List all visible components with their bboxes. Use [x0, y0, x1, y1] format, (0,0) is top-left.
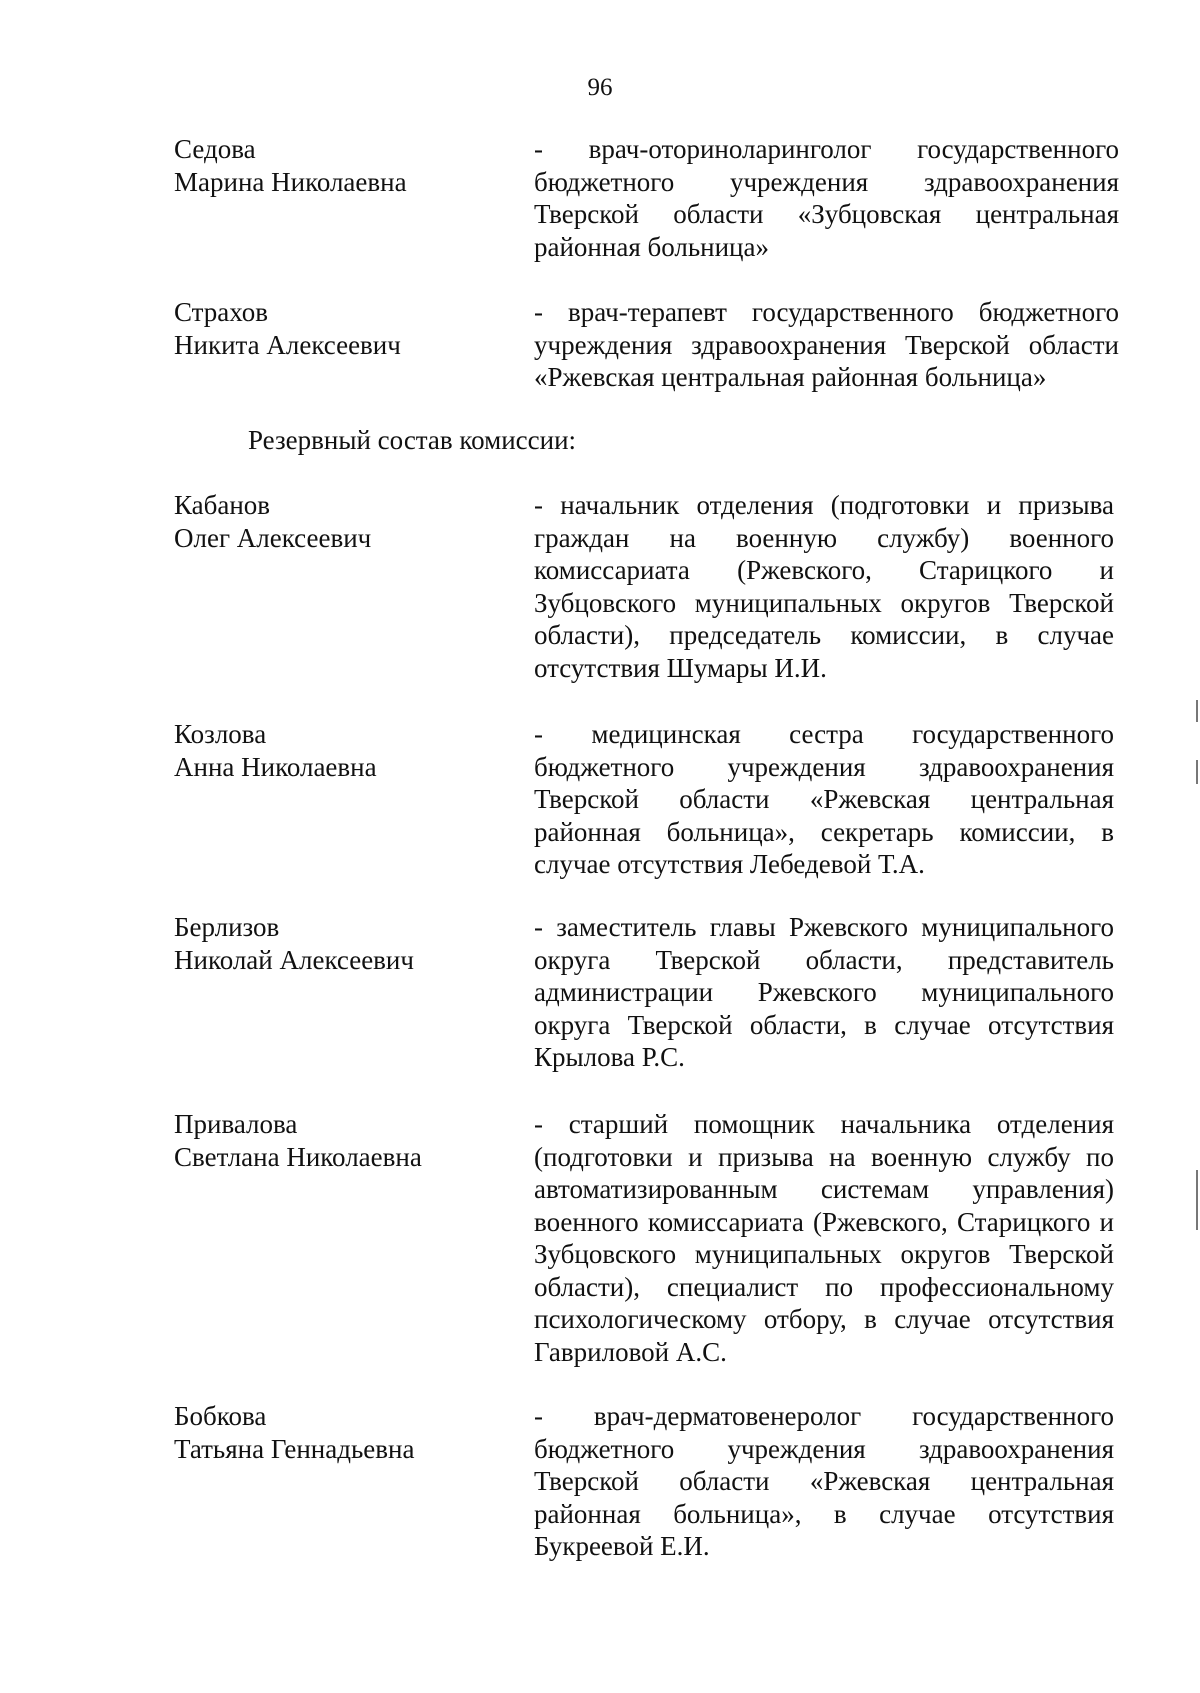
member-given-names: Олег Алексеевич — [174, 522, 372, 553]
member-given-names: Анна Николаевна — [174, 751, 377, 782]
member-description: - врач-дерматовенеролог государственного бюджетного учреждения здравоохранения Тверской области «Ржевская центральная районная больница», в случае отсутствия Букреевой Е.И. — [534, 1401, 1114, 1561]
member-name — [174, 1108, 504, 1173]
member-surname: Кабанов — [174, 490, 271, 520]
scan-edge-mark — [1196, 700, 1198, 722]
member-surname: Козлова — [174, 719, 267, 749]
member-given-names: Никита Алексеевич — [174, 329, 401, 360]
member-name — [174, 1400, 504, 1465]
member-name — [174, 911, 504, 976]
member-description: - начальник отделения (подготовки и призыва граждан на военную службу) военного комиссариата (Ржевского, Старицкого и Зубцовского муниципальных округов Тверской области), председатель комиссии, в случае отсутствия Шумары И.И. — [534, 490, 1114, 683]
member-given-names: Марина Николаевна — [174, 166, 407, 197]
member-given-names: Светлана Николаевна — [174, 1141, 422, 1172]
member-surname: Бобкова — [174, 1401, 267, 1431]
member-surname: Берлизов — [174, 912, 280, 942]
scan-edge-mark — [1196, 1170, 1198, 1230]
page-number: 96 — [587, 74, 613, 101]
reserve-heading: Резервный состав комиссии: — [248, 425, 577, 455]
member-name — [174, 718, 504, 783]
scan-edge-mark — [1196, 760, 1198, 784]
member-description: - врач-оториноларинголог государственного бюджетного учреждения здравоохранения Тверской области «Зубцовская центральная районная больница» — [534, 134, 1119, 262]
member-surname: Привалова — [174, 1109, 298, 1139]
member-surname: Страхов — [174, 297, 268, 327]
member-description: - заместитель главы Ржевского муниципального округа Тверской области, представитель администрации Ржевского муниципального округа Тверской области, в случае отсутствия Крылова Р.С. — [534, 912, 1114, 1072]
member-name — [174, 489, 504, 554]
member-description: - медицинская сестра государственного бюджетного учреждения здравоохранения Тверской области «Ржевская центральная районная больница», секретарь комиссии, в случае отсутствия Лебедевой Т.А. — [534, 719, 1114, 879]
member-description: - старший помощник начальника отделения (подготовки и призыва на военную службу по автоматизированным системам управления) военного комиссариата (Ржевского, Старицкого и Зубцовского муниципальных округов Тверской области), специалист по профессиональному психологическому отбору, в случае отсутствия Гавриловой А.С. — [534, 1109, 1114, 1367]
member-name — [174, 133, 504, 198]
member-name — [174, 296, 504, 361]
member-given-names: Николай Алексеевич — [174, 944, 414, 975]
member-given-names: Татьяна Геннадьевна — [174, 1433, 415, 1464]
member-surname: Седова — [174, 134, 256, 164]
member-description: - врач-терапевт государственного бюджетного учреждения здравоохранения Тверской области «Ржевская центральная районная больница» — [534, 297, 1119, 392]
